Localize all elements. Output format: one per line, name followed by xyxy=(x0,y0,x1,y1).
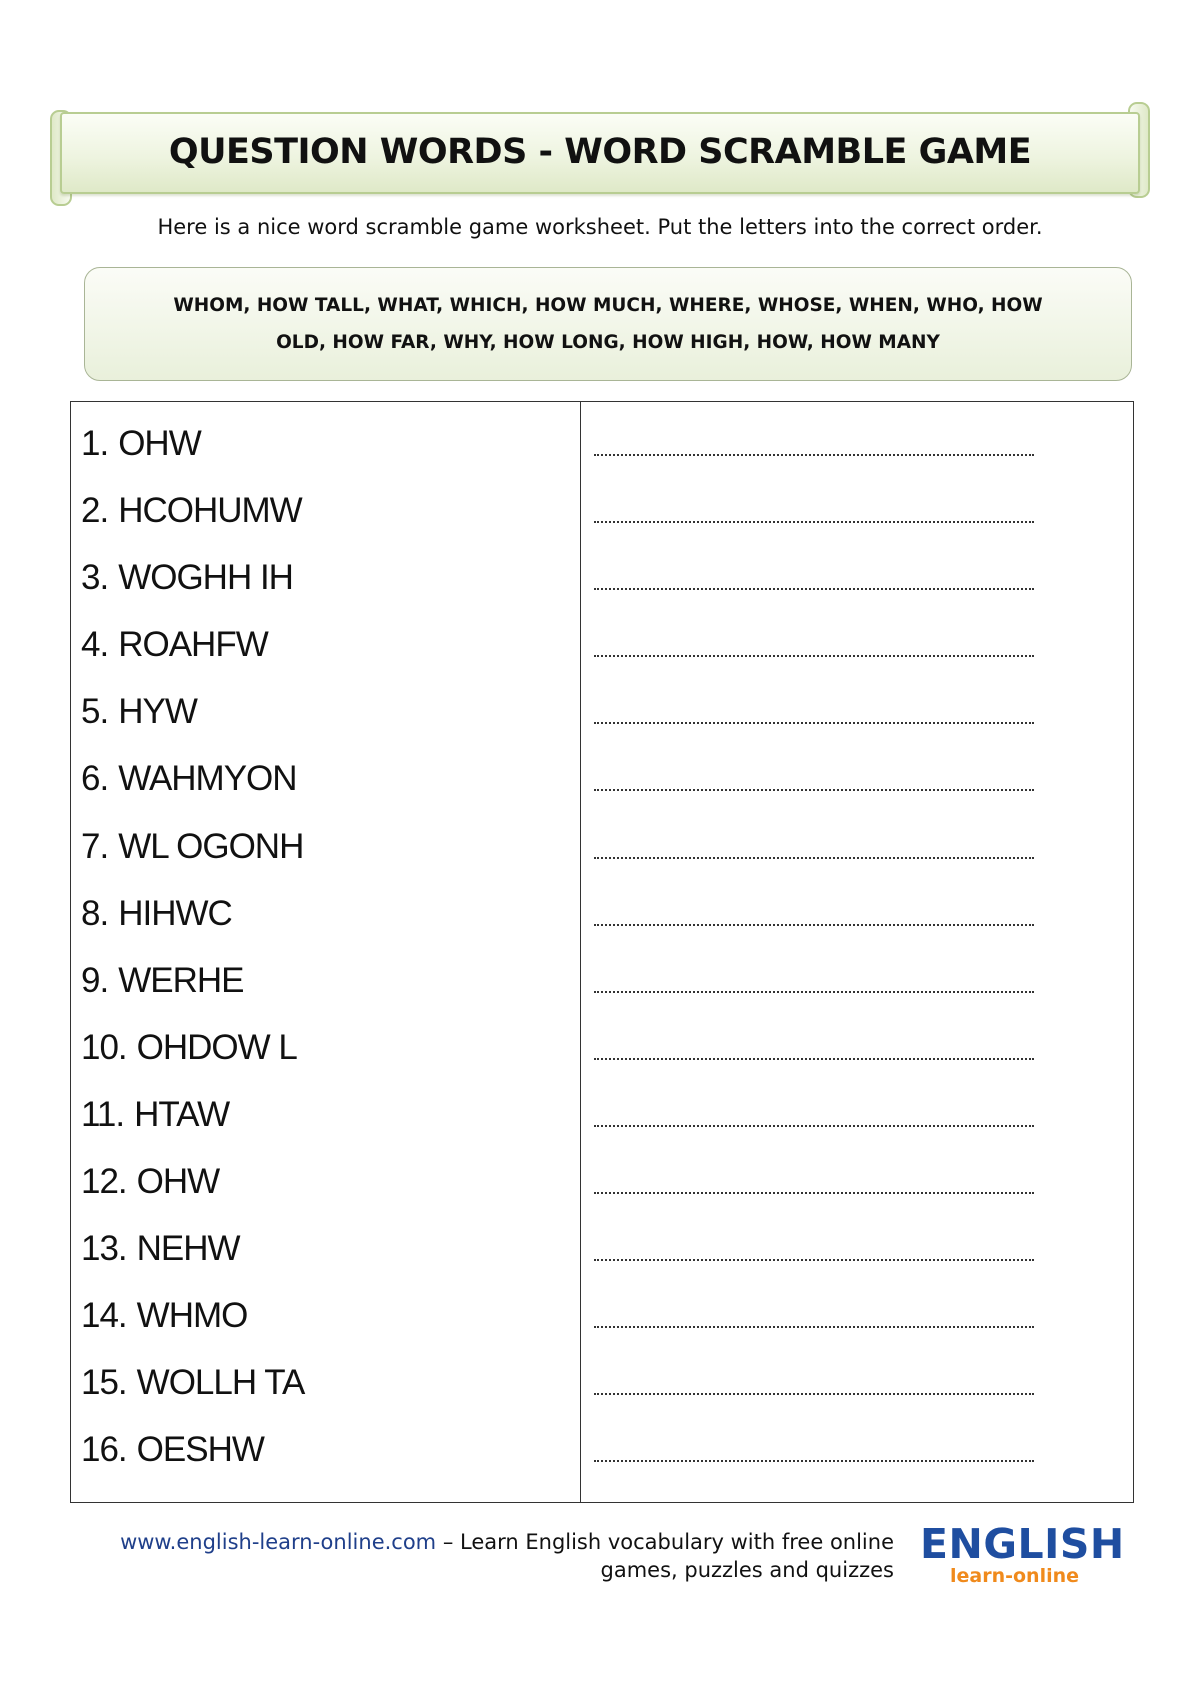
scramble-item xyxy=(81,1430,571,1497)
scramble-item xyxy=(81,961,571,1028)
scramble-item xyxy=(81,1363,571,1430)
scrambled-word: HYW xyxy=(118,692,197,732)
item-number: 8. xyxy=(81,893,109,933)
scrambled-word: OHW xyxy=(136,1162,220,1202)
scramble-item xyxy=(81,1095,571,1162)
scrambled-word: HIHWC xyxy=(118,893,232,933)
scramble-item xyxy=(81,625,571,692)
answer-blank-line xyxy=(594,924,1034,926)
answer-row xyxy=(594,625,1114,692)
answer-blank-line xyxy=(594,1192,1034,1194)
answer-row xyxy=(594,1430,1114,1497)
item-number: 15. xyxy=(81,1363,127,1403)
answer-blank-line xyxy=(594,1326,1034,1328)
answer-blank-line xyxy=(594,454,1034,456)
column-divider xyxy=(580,402,581,1502)
scramble-item xyxy=(81,558,571,625)
answer-row xyxy=(594,1095,1114,1162)
scrambled-word: WAHMYON xyxy=(118,759,297,799)
item-number: 10. xyxy=(81,1027,127,1067)
word-bank-line-2: OLD, HOW FAR, WHY, HOW LONG, HOW HIGH, HOW, HOW MANY xyxy=(276,332,940,353)
answer-row xyxy=(594,491,1114,558)
answer-column xyxy=(594,424,1114,1498)
scrambled-word: WOGHH IH xyxy=(118,558,293,598)
scramble-item xyxy=(81,424,571,491)
scramble-item xyxy=(81,1296,571,1363)
scrambled-word: WERHE xyxy=(118,960,244,1000)
item-number: 2. xyxy=(81,491,109,531)
answer-row xyxy=(594,424,1114,491)
answer-blank-line xyxy=(594,991,1034,993)
english-learn-online-logo xyxy=(920,1520,1125,1592)
answer-blank-line xyxy=(594,1460,1034,1462)
answer-blank-line xyxy=(594,722,1034,724)
scrambled-word: WL OGONH xyxy=(118,826,304,866)
item-number: 12. xyxy=(81,1162,127,1202)
item-number: 1. xyxy=(81,424,109,463)
answer-row xyxy=(594,827,1114,894)
answer-blank-line xyxy=(594,655,1034,657)
footer-link[interactable]: www.english-learn-online.com xyxy=(120,1530,437,1554)
item-number: 16. xyxy=(81,1430,127,1470)
item-number: 7. xyxy=(81,826,109,866)
exercise-table xyxy=(70,401,1134,1503)
answer-row xyxy=(594,1028,1114,1095)
answer-blank-line xyxy=(594,1259,1034,1261)
footer-text xyxy=(34,1528,894,1584)
scramble-item xyxy=(81,1028,571,1095)
item-number: 4. xyxy=(81,625,109,665)
item-number: 5. xyxy=(81,692,109,732)
answer-row xyxy=(594,692,1114,759)
scrambled-word: OESHW xyxy=(136,1430,264,1470)
item-number: 14. xyxy=(81,1296,127,1336)
answer-row xyxy=(594,961,1114,1028)
scrambled-word: ROAHFW xyxy=(118,625,268,665)
scrambled-word: OHW xyxy=(118,424,201,463)
logo-sub-text: learn-online xyxy=(950,1565,1080,1587)
footer-tagline-1: – Learn English vocabulary with free online xyxy=(436,1530,894,1554)
answer-blank-line xyxy=(594,521,1034,523)
scrambled-word: HCOHUMW xyxy=(118,491,302,531)
answer-row xyxy=(594,894,1114,961)
item-number: 6. xyxy=(81,759,109,799)
answer-row xyxy=(594,1229,1114,1296)
scramble-item xyxy=(81,1229,571,1296)
footer-tagline-2: games, puzzles and quizzes xyxy=(600,1558,894,1582)
intro-text: Here is a nice word scramble game worksheet. Put the letters into the correct order. xyxy=(157,215,1043,239)
answer-row xyxy=(594,759,1114,826)
item-number: 9. xyxy=(81,960,109,1000)
item-number: 3. xyxy=(81,558,109,598)
scrambled-word: OHDOW L xyxy=(136,1027,297,1067)
scrambled-word: NEHW xyxy=(136,1229,240,1269)
scrambled-word: HTAW xyxy=(134,1094,230,1134)
scramble-item xyxy=(81,491,571,558)
scramble-item xyxy=(81,894,571,961)
title-banner xyxy=(50,102,1150,200)
page-title: QUESTION WORDS - WORD SCRAMBLE GAME xyxy=(168,132,1032,172)
scramble-list xyxy=(81,424,571,1498)
scramble-item xyxy=(81,827,571,894)
answer-blank-line xyxy=(594,857,1034,859)
item-number: 11. xyxy=(81,1094,125,1134)
answer-row xyxy=(594,1162,1114,1229)
answer-blank-line xyxy=(594,588,1034,590)
answer-blank-line xyxy=(594,1125,1034,1127)
scramble-item xyxy=(81,759,571,826)
scrambled-word: WHMO xyxy=(136,1296,248,1336)
scramble-item xyxy=(81,692,571,759)
answer-blank-line xyxy=(594,789,1034,791)
answer-blank-line xyxy=(594,1058,1034,1060)
word-bank-text xyxy=(173,287,1042,361)
item-number: 13. xyxy=(81,1229,127,1269)
scramble-item xyxy=(81,1162,571,1229)
word-bank-box xyxy=(84,267,1132,381)
answer-row xyxy=(594,558,1114,625)
answer-row xyxy=(594,1363,1114,1430)
answer-blank-line xyxy=(594,1393,1034,1395)
scrambled-word: WOLLH TA xyxy=(136,1363,305,1403)
word-bank-line-1: WHOM, HOW TALL, WHAT, WHICH, HOW MUCH, WHERE, WHOSE, WHEN, WHO, HOW xyxy=(173,295,1043,316)
logo-main-text: ENGLISH xyxy=(920,1520,1125,1568)
answer-row xyxy=(594,1296,1114,1363)
